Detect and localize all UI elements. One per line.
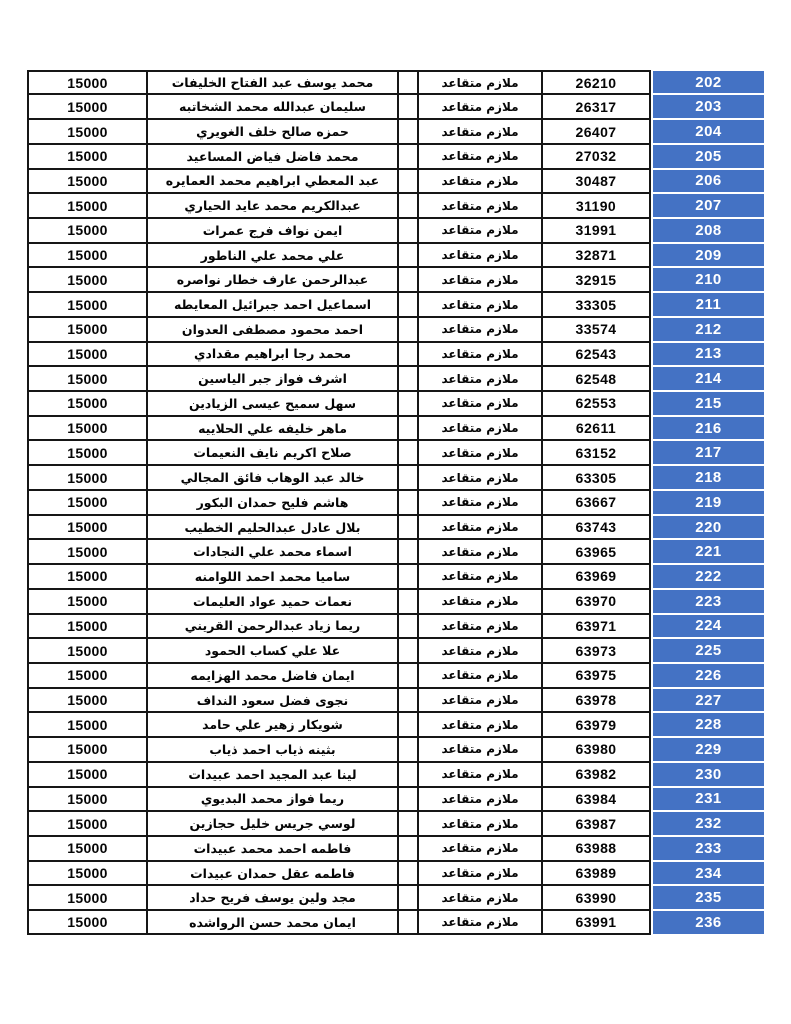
serial-cell: 26407 bbox=[542, 119, 650, 144]
spacer-cell bbox=[398, 787, 418, 812]
name-cell: فاطمه عقل حمدان عبيدات bbox=[147, 861, 398, 886]
rank-cell: ملازم متقاعد bbox=[418, 663, 542, 688]
serial-cell: 63971 bbox=[542, 614, 650, 639]
name-cell: فاطمه احمد محمد عبيدات bbox=[147, 836, 398, 861]
rank-cell: ملازم متقاعد bbox=[418, 94, 542, 119]
rank-cell: ملازم متقاعد bbox=[418, 712, 542, 737]
amount-cell: 15000 bbox=[28, 490, 147, 515]
table-row bbox=[28, 465, 764, 490]
seq-cell: 215 bbox=[653, 391, 764, 416]
spacer-cell bbox=[398, 317, 418, 342]
seq-cell: 216 bbox=[653, 416, 764, 441]
amount-cell: 15000 bbox=[28, 267, 147, 292]
amount-cell: 15000 bbox=[28, 465, 147, 490]
spacer-cell bbox=[398, 144, 418, 169]
serial-cell: 63978 bbox=[542, 688, 650, 713]
spacer-cell bbox=[398, 589, 418, 614]
rank-cell: ملازم متقاعد bbox=[418, 787, 542, 812]
name-cell: لوسي جريس خليل حجازين bbox=[147, 811, 398, 836]
amount-cell: 15000 bbox=[28, 811, 147, 836]
serial-cell: 33574 bbox=[542, 317, 650, 342]
table-row bbox=[28, 564, 764, 589]
table-row bbox=[28, 663, 764, 688]
rank-cell: ملازم متقاعد bbox=[418, 465, 542, 490]
rank-cell: ملازم متقاعد bbox=[418, 638, 542, 663]
name-cell: محمد يوسف عبد الفتاح الخليفات bbox=[147, 71, 398, 94]
name-cell: ريما زياد عبدالرحمن القريني bbox=[147, 614, 398, 639]
seq-cell: 222 bbox=[653, 564, 764, 589]
amount-cell: 15000 bbox=[28, 144, 147, 169]
name-cell: سليمان عبدالله محمد الشخاتبه bbox=[147, 94, 398, 119]
seq-cell: 208 bbox=[653, 218, 764, 243]
seq-cell: 227 bbox=[653, 688, 764, 713]
serial-cell: 63988 bbox=[542, 836, 650, 861]
name-cell: عبدالرحمن عارف خطار نواصره bbox=[147, 267, 398, 292]
spacer-cell bbox=[398, 614, 418, 639]
name-cell: ايمان فاضل محمد الهزايمه bbox=[147, 663, 398, 688]
name-cell: علي محمد علي الناطور bbox=[147, 243, 398, 268]
amount-cell: 15000 bbox=[28, 515, 147, 540]
rank-cell: ملازم متقاعد bbox=[418, 292, 542, 317]
name-cell: ساميا محمد احمد اللوامنه bbox=[147, 564, 398, 589]
spacer-cell bbox=[398, 515, 418, 540]
serial-cell: 31991 bbox=[542, 218, 650, 243]
rank-cell: ملازم متقاعد bbox=[418, 193, 542, 218]
serial-cell: 63979 bbox=[542, 712, 650, 737]
seq-cell: 233 bbox=[653, 836, 764, 861]
rank-cell: ملازم متقاعد bbox=[418, 688, 542, 713]
rank-cell: ملازم متقاعد bbox=[418, 267, 542, 292]
serial-cell: 63152 bbox=[542, 440, 650, 465]
seq-cell: 207 bbox=[653, 193, 764, 218]
table-row bbox=[28, 589, 764, 614]
table-row bbox=[28, 737, 764, 762]
amount-cell: 15000 bbox=[28, 391, 147, 416]
table-row bbox=[28, 218, 764, 243]
rank-cell: ملازم متقاعد bbox=[418, 440, 542, 465]
table-row bbox=[28, 910, 764, 934]
spacer-cell bbox=[398, 119, 418, 144]
table-row bbox=[28, 811, 764, 836]
seq-cell: 225 bbox=[653, 638, 764, 663]
serial-cell: 63970 bbox=[542, 589, 650, 614]
serial-cell: 63984 bbox=[542, 787, 650, 812]
amount-cell: 15000 bbox=[28, 564, 147, 589]
amount-cell: 15000 bbox=[28, 885, 147, 910]
name-cell: مجد ولين يوسف فريح حداد bbox=[147, 885, 398, 910]
spacer-cell bbox=[398, 564, 418, 589]
name-cell: شويكار زهير علي حامد bbox=[147, 712, 398, 737]
seq-cell: 204 bbox=[653, 119, 764, 144]
name-cell: عبد المعطي ابراهيم محمد العمايره bbox=[147, 169, 398, 194]
serial-cell: 63987 bbox=[542, 811, 650, 836]
serial-cell: 63965 bbox=[542, 539, 650, 564]
rank-cell: ملازم متقاعد bbox=[418, 811, 542, 836]
table-row bbox=[28, 416, 764, 441]
spacer-cell bbox=[398, 267, 418, 292]
serial-cell: 63982 bbox=[542, 762, 650, 787]
amount-cell: 15000 bbox=[28, 218, 147, 243]
name-cell: اسماء محمد علي النجادات bbox=[147, 539, 398, 564]
serial-cell: 32915 bbox=[542, 267, 650, 292]
name-cell: بلال عادل عبدالحليم الخطيب bbox=[147, 515, 398, 540]
amount-cell: 15000 bbox=[28, 688, 147, 713]
spacer-cell bbox=[398, 663, 418, 688]
table-row bbox=[28, 317, 764, 342]
seq-cell: 202 bbox=[653, 71, 764, 94]
amount-cell: 15000 bbox=[28, 440, 147, 465]
seq-cell: 229 bbox=[653, 737, 764, 762]
rank-cell: ملازم متقاعد bbox=[418, 589, 542, 614]
serial-cell: 31190 bbox=[542, 193, 650, 218]
serial-cell: 30487 bbox=[542, 169, 650, 194]
seq-cell: 210 bbox=[653, 267, 764, 292]
amount-cell: 15000 bbox=[28, 292, 147, 317]
rank-cell: ملازم متقاعد bbox=[418, 910, 542, 934]
table-row bbox=[28, 342, 764, 367]
seq-cell: 209 bbox=[653, 243, 764, 268]
rank-cell: ملازم متقاعد bbox=[418, 515, 542, 540]
serial-cell: 26317 bbox=[542, 94, 650, 119]
rank-cell: ملازم متقاعد bbox=[418, 218, 542, 243]
serial-cell: 63975 bbox=[542, 663, 650, 688]
spacer-cell bbox=[398, 243, 418, 268]
table-row bbox=[28, 366, 764, 391]
rank-cell: ملازم متقاعد bbox=[418, 144, 542, 169]
table-row bbox=[28, 169, 764, 194]
rank-cell: ملازم متقاعد bbox=[418, 762, 542, 787]
table-row bbox=[28, 440, 764, 465]
table-row bbox=[28, 71, 764, 94]
table-row bbox=[28, 144, 764, 169]
rank-cell: ملازم متقاعد bbox=[418, 861, 542, 886]
spacer-cell bbox=[398, 342, 418, 367]
rank-cell: ملازم متقاعد bbox=[418, 416, 542, 441]
serial-cell: 26210 bbox=[542, 71, 650, 94]
serial-cell: 33305 bbox=[542, 292, 650, 317]
seq-cell: 224 bbox=[653, 614, 764, 639]
name-cell: عبدالكريم محمد عايد الحياري bbox=[147, 193, 398, 218]
seq-cell: 232 bbox=[653, 811, 764, 836]
serial-cell: 63743 bbox=[542, 515, 650, 540]
table-row bbox=[28, 490, 764, 515]
spacer-cell bbox=[398, 391, 418, 416]
name-cell: نعمات حميد عواد العليمات bbox=[147, 589, 398, 614]
serial-cell: 63973 bbox=[542, 638, 650, 663]
seq-cell: 234 bbox=[653, 861, 764, 886]
seq-cell: 223 bbox=[653, 589, 764, 614]
amount-cell: 15000 bbox=[28, 416, 147, 441]
serial-cell: 32871 bbox=[542, 243, 650, 268]
spacer-cell bbox=[398, 94, 418, 119]
name-cell: محمد فاضل فياض المساعيد bbox=[147, 144, 398, 169]
table-row bbox=[28, 861, 764, 886]
serial-cell: 27032 bbox=[542, 144, 650, 169]
table-row bbox=[28, 712, 764, 737]
rank-cell: ملازم متقاعد bbox=[418, 564, 542, 589]
amount-cell: 15000 bbox=[28, 317, 147, 342]
spacer-cell bbox=[398, 539, 418, 564]
rank-cell: ملازم متقاعد bbox=[418, 539, 542, 564]
rank-cell: ملازم متقاعد bbox=[418, 342, 542, 367]
name-cell: ايمن نواف فرج عمرات bbox=[147, 218, 398, 243]
amount-cell: 15000 bbox=[28, 71, 147, 94]
spacer-cell bbox=[398, 440, 418, 465]
seq-cell: 214 bbox=[653, 366, 764, 391]
amount-cell: 15000 bbox=[28, 539, 147, 564]
name-cell: هاشم فليح حمدان البكور bbox=[147, 490, 398, 515]
name-cell: نجوى فضل سعود النداف bbox=[147, 688, 398, 713]
serial-cell: 63990 bbox=[542, 885, 650, 910]
rank-cell: ملازم متقاعد bbox=[418, 836, 542, 861]
serial-cell: 63667 bbox=[542, 490, 650, 515]
rank-cell: ملازم متقاعد bbox=[418, 885, 542, 910]
table-row bbox=[28, 119, 764, 144]
amount-cell: 15000 bbox=[28, 119, 147, 144]
amount-cell: 15000 bbox=[28, 762, 147, 787]
seq-cell: 203 bbox=[653, 94, 764, 119]
amount-cell: 15000 bbox=[28, 169, 147, 194]
name-cell: محمد رجا ابراهيم مقدادي bbox=[147, 342, 398, 367]
name-cell: اشرف فواز جبر الياسين bbox=[147, 366, 398, 391]
rank-cell: ملازم متقاعد bbox=[418, 366, 542, 391]
table-row bbox=[28, 515, 764, 540]
table-row bbox=[28, 391, 764, 416]
serial-cell: 62543 bbox=[542, 342, 650, 367]
serial-cell: 63969 bbox=[542, 564, 650, 589]
amount-cell: 15000 bbox=[28, 737, 147, 762]
amount-cell: 15000 bbox=[28, 94, 147, 119]
seq-cell: 230 bbox=[653, 762, 764, 787]
retirees-roster-table bbox=[27, 70, 764, 935]
rank-cell: ملازم متقاعد bbox=[418, 243, 542, 268]
spacer-cell bbox=[398, 366, 418, 391]
spacer-cell bbox=[398, 836, 418, 861]
serial-cell: 63989 bbox=[542, 861, 650, 886]
seq-cell: 217 bbox=[653, 440, 764, 465]
rank-cell: ملازم متقاعد bbox=[418, 169, 542, 194]
amount-cell: 15000 bbox=[28, 787, 147, 812]
name-cell: سهل سميح عيسى الزيادين bbox=[147, 391, 398, 416]
spacer-cell bbox=[398, 762, 418, 787]
amount-cell: 15000 bbox=[28, 861, 147, 886]
name-cell: خالد عبد الوهاب فائق المجالي bbox=[147, 465, 398, 490]
seq-cell: 206 bbox=[653, 169, 764, 194]
spacer-cell bbox=[398, 811, 418, 836]
amount-cell: 15000 bbox=[28, 614, 147, 639]
table-row bbox=[28, 885, 764, 910]
table-row bbox=[28, 688, 764, 713]
seq-cell: 218 bbox=[653, 465, 764, 490]
serial-cell: 63305 bbox=[542, 465, 650, 490]
spacer-cell bbox=[398, 71, 418, 94]
seq-cell: 211 bbox=[653, 292, 764, 317]
amount-cell: 15000 bbox=[28, 342, 147, 367]
spacer-cell bbox=[398, 416, 418, 441]
amount-cell: 15000 bbox=[28, 589, 147, 614]
rank-cell: ملازم متقاعد bbox=[418, 614, 542, 639]
serial-cell: 62553 bbox=[542, 391, 650, 416]
table-row bbox=[28, 243, 764, 268]
spacer-cell bbox=[398, 861, 418, 886]
table-row bbox=[28, 94, 764, 119]
spacer-cell bbox=[398, 292, 418, 317]
table-row bbox=[28, 614, 764, 639]
amount-cell: 15000 bbox=[28, 663, 147, 688]
rank-cell: ملازم متقاعد bbox=[418, 119, 542, 144]
seq-cell: 226 bbox=[653, 663, 764, 688]
amount-cell: 15000 bbox=[28, 836, 147, 861]
seq-cell: 236 bbox=[653, 910, 764, 934]
name-cell: احمد محمود مصطفى العدوان bbox=[147, 317, 398, 342]
spacer-cell bbox=[398, 885, 418, 910]
table-row bbox=[28, 638, 764, 663]
table-row bbox=[28, 193, 764, 218]
table-row bbox=[28, 267, 764, 292]
amount-cell: 15000 bbox=[28, 638, 147, 663]
name-cell: بثينه ذياب احمد ذياب bbox=[147, 737, 398, 762]
name-cell: لينا عبد المجيد احمد عبيدات bbox=[147, 762, 398, 787]
amount-cell: 15000 bbox=[28, 193, 147, 218]
name-cell: علا علي كساب الحمود bbox=[147, 638, 398, 663]
seq-cell: 220 bbox=[653, 515, 764, 540]
rank-cell: ملازم متقاعد bbox=[418, 737, 542, 762]
name-cell: اسماعيل احمد جبرائيل المعايطه bbox=[147, 292, 398, 317]
spacer-cell bbox=[398, 712, 418, 737]
spacer-cell bbox=[398, 638, 418, 663]
amount-cell: 15000 bbox=[28, 712, 147, 737]
rank-cell: ملازم متقاعد bbox=[418, 317, 542, 342]
name-cell: ايمان محمد حسن الرواشده bbox=[147, 910, 398, 934]
serial-cell: 63991 bbox=[542, 910, 650, 934]
seq-cell: 212 bbox=[653, 317, 764, 342]
rank-cell: ملازم متقاعد bbox=[418, 490, 542, 515]
table-row bbox=[28, 787, 764, 812]
serial-cell: 63980 bbox=[542, 737, 650, 762]
amount-cell: 15000 bbox=[28, 366, 147, 391]
name-cell: ريما فواز محمد البديوي bbox=[147, 787, 398, 812]
rank-cell: ملازم متقاعد bbox=[418, 71, 542, 94]
seq-cell: 221 bbox=[653, 539, 764, 564]
table-row bbox=[28, 292, 764, 317]
spacer-cell bbox=[398, 169, 418, 194]
table-row bbox=[28, 762, 764, 787]
seq-cell: 213 bbox=[653, 342, 764, 367]
seq-cell: 235 bbox=[653, 885, 764, 910]
name-cell: حمزه صالح خلف الغويري bbox=[147, 119, 398, 144]
table-row bbox=[28, 836, 764, 861]
seq-cell: 205 bbox=[653, 144, 764, 169]
serial-cell: 62611 bbox=[542, 416, 650, 441]
amount-cell: 15000 bbox=[28, 243, 147, 268]
spacer-cell bbox=[398, 218, 418, 243]
spacer-cell bbox=[398, 490, 418, 515]
name-cell: صلاح اكريم نايف النعيمات bbox=[147, 440, 398, 465]
spacer-cell bbox=[398, 193, 418, 218]
spacer-cell bbox=[398, 910, 418, 934]
seq-cell: 231 bbox=[653, 787, 764, 812]
table-row bbox=[28, 539, 764, 564]
seq-cell: 228 bbox=[653, 712, 764, 737]
spacer-cell bbox=[398, 688, 418, 713]
name-cell: ماهر خليفه علي الحلاييه bbox=[147, 416, 398, 441]
rank-cell: ملازم متقاعد bbox=[418, 391, 542, 416]
amount-cell: 15000 bbox=[28, 910, 147, 934]
serial-cell: 62548 bbox=[542, 366, 650, 391]
spacer-cell bbox=[398, 737, 418, 762]
seq-cell: 219 bbox=[653, 490, 764, 515]
spacer-cell bbox=[398, 465, 418, 490]
